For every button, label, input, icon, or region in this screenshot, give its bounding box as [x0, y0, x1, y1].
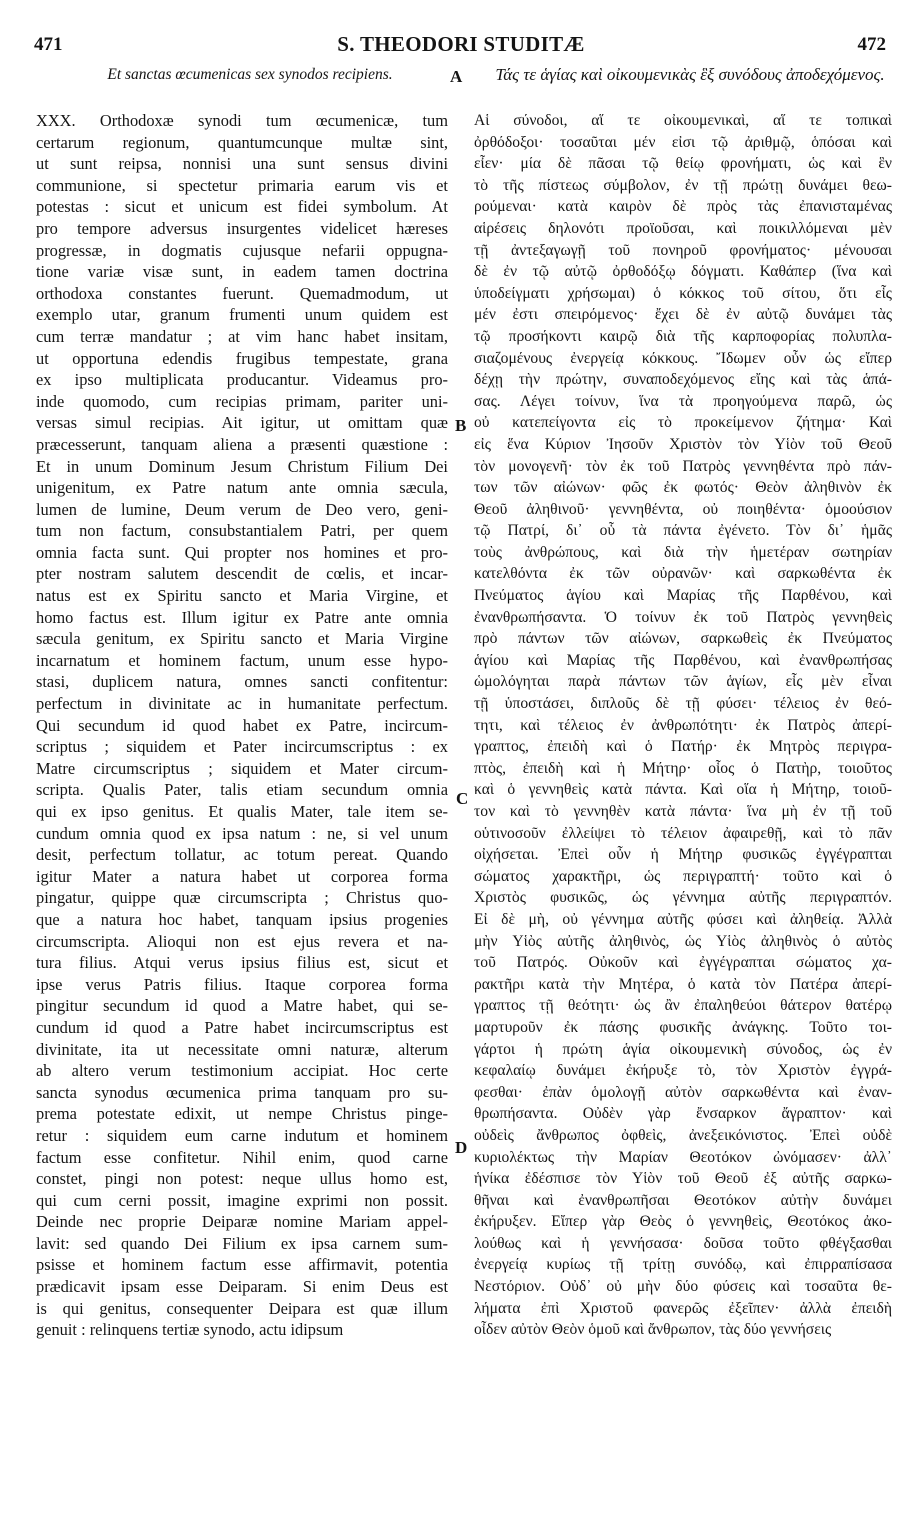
latin-text-line: incarnatum et hominem factum, unum esse hypo- [36, 650, 448, 670]
latin-text-line: lavit: sed quando Dei Filium ex ipsa carnem sum- [36, 1233, 448, 1253]
latin-text-line: exemplo utar, granum frumenti unum quidem est [36, 305, 448, 325]
latin-column [36, 110, 448, 1341]
greek-text-line: Θεοῦ ἀληθινοῦ· γεννηθέντα, οὐ ποιηθέντα· ὁμοούσιον [474, 500, 892, 518]
greek-text-line: κατελθόντα ἐκ τῶν οὐρανῶν· καὶ σαρκωθέντα ἐκ [474, 565, 892, 583]
latin-text-line: pro tempore adversus insurgentes videlicet hæreses [36, 218, 448, 238]
greek-text-line: ἐνεργείᾳ κυρίως τῇ τρίτῃ συνόδῳ, καὶ ἐπιρραπίσασα [474, 1256, 892, 1274]
latin-text-line: tum non factum, consubstantialem Patri, per quem [36, 521, 448, 541]
greek-text-line: ρούμεναι· κατὰ καιρὸν δὲ πρὸς τὰς ἐπανισταμένας [474, 198, 892, 216]
greek-text-line: τον καὶ τὸ γεννηθὲν κατὰ πάντα· ἵνα μὴ ἐν τῇ τοῦ [474, 803, 892, 820]
greek-text-line: ἁγίου καὶ Μαρίας τῆς Παρθένου, καὶ ἐνανθρωπήσας [474, 651, 892, 669]
greek-text-line: τῷ προσήκοντι καιρῷ διὰ τῆς καρποφορίας πολυπλα- [474, 327, 892, 345]
latin-text-line: cum terræ mandatur ; at vim hanc habet insitam, [36, 326, 448, 346]
greek-text-line: ὑποδείγματι χρήσωμαι) ὁ κόκκος τοῦ σίτου, ὅτι εἷς [474, 284, 892, 302]
latin-text-line: XXX. Orthodoxæ synodi tum œcumenicæ, tum [36, 111, 448, 130]
latin-text-line: ex ipso multiplicata producantur. Videamus pro- [36, 370, 448, 390]
greek-text-line: κεφαλαίῳ δυνάμει ἐκήρυξε τὸ, τὸν Χριστὸν ἐγγρά- [474, 1062, 892, 1080]
latin-text-line: prema potestate edixit, ut nempe Christus pinge- [36, 1104, 448, 1124]
greek-text-line: γραπτος τῇ θεότητι· ὡς ἂν ἐπαληθεύοι θάτερον θατέρῳ [474, 997, 892, 1015]
latin-text-line: omnia facta sunt. Qui propter nos homines et pro- [36, 542, 448, 562]
latin-text-line: pter nostram salutem descendit de cœlis, et incar- [36, 564, 448, 584]
latin-text-line: factum esse confitetur. Nihil enim, quod carne [36, 1147, 448, 1167]
greek-text-line: τητι, καὶ τέλειος ἐν ἀνθρωπότητι· ἐκ Πατρὸς ἀπερί- [474, 716, 892, 734]
greek-text-line: ὀρθόδοξοι· τοσαῦται μέν εἰσι τῷ ἀριθμῷ, ὁπόσαι καὶ [474, 133, 892, 151]
greek-text-line: οὐ κατεπείγοντα εἰς τὸ προκείμενον ζήτημα· Καὶ [474, 414, 892, 432]
greek-text-line: Χριστὸς φυσικῶς, ὡς γέννημα αὐτῆς περιγραπτόν. [474, 889, 892, 907]
greek-text-line: πρὸ πάντων τῶν αἰώνων, σαρκωθεὶς ἐκ Πνεύματος [474, 630, 892, 648]
greek-text-line: λούθως καὶ ἡ γεννήσασα· δοῦσα τοῦτο φθέγξασθαι [474, 1234, 892, 1252]
latin-text-line: ab altero verum testimonium accipiat. Hoc certe [36, 1061, 448, 1081]
greek-text-line: μέν ἐστι σπειρόμενος· ἔχει δὲ ἐν αὐτῷ δυνάμει τὰς [474, 306, 892, 324]
latin-text-line: cundum omnia quod ex ipsa natum : ne, si vel unum [36, 823, 448, 843]
latin-text-line: sancta synodus œcumenica prima tanquam pro su- [36, 1082, 448, 1102]
latin-text-line: prædicavit ipsam esse Deiparam. Si enim Deus est [36, 1277, 448, 1297]
latin-text-line: retur : siquidem eum carne indutum et hominem [36, 1125, 448, 1145]
latin-text-line: progressæ, in dogmatis cujusque nefarii oppugna- [36, 240, 448, 260]
latin-text-line: desit, perfectum tollatur, ac totum pereat. Quando [36, 845, 448, 865]
greek-text-line: αἱρέσεις δηλονότι προϊοῦσαι, καὶ ποικιλλόμεναι μὲν [474, 219, 892, 237]
latin-text-line: constet, pingi non potest: neque ullus homo est, [36, 1169, 448, 1189]
greek-text-line: Εἰ δὲ μὴ, οὐ γέννημα αὐτῆς φύσει καὶ ἀληθείᾳ. Ἀλλὰ [474, 910, 892, 928]
greek-text-line: εἰς ἕνα Κύριον Ἰησοῦν Χριστὸν τὸν Υἱὸν τοῦ Θεοῦ [474, 435, 892, 453]
greek-text-line: Πνεύματος ἁγίου καὶ Μαρίας τῆς Παρθένου, καὶ [474, 587, 892, 605]
greek-text-line: ρακτῆρι κατὰ τὴν Μητέρα, ὁ κατὰ τὸν Πατέρα ἀπερί- [474, 975, 892, 993]
page-number-right: 472 [857, 34, 886, 55]
margin-letter-c: C [456, 789, 469, 808]
latin-text-line: circumscripta. Alioqui non est ejus revera et na- [36, 931, 448, 951]
greek-text-line: οἶδεν αὐτὸν Θεὸν ὁμοῦ καὶ ἄνθρωπον, τὰς δύο γεννήσεις [474, 1321, 832, 1339]
greek-text-line: μαρτυροῦν ἐκ πάσης φυσικῆς ἀνάγκης. Τοῦτο τοι- [474, 1018, 892, 1036]
greek-text-line: οὐδεὶς ἄνθρωπος ὀφθεὶς, ἀνεξεικόνιστος. Ἐπεὶ οὐδὲ [474, 1126, 892, 1144]
greek-text-line: λήματα ἐπὶ Χριστοῦ φανερῶς ἐξεῖπεν· ἀλλὰ ἐπειδὴ [474, 1299, 892, 1317]
greek-text-line: πτὸς, ἐπειδὴ καὶ ἡ Μήτηρ· οἷος ὁ Πατὴρ, τοιοῦτος [474, 759, 892, 777]
latin-text-line: homo factus est. Illum igitur ex Patre ante omnia [36, 607, 448, 627]
greek-text-line: σιαζομένους ἐνεργείᾳ κόκκους. Ἴδωμεν οὖν ὡς εἴπερ [474, 349, 892, 367]
greek-text-line: θρωπήσαντα. Οὐδὲν γὰρ ἔνσαρκον ἄγραπτον· καὶ [474, 1105, 892, 1123]
margin-letter-b: B [455, 416, 467, 435]
latin-text-line: Deinde nec proprie Deiparæ nomine Mariam appel- [36, 1212, 448, 1232]
latin-text-line: orthodoxa constantes fuerunt. Quemadmodum, ut [36, 283, 448, 303]
greek-text-line: δὲ ἐν τῷ αὐτῷ ὀρθοδόξῳ δόγματι. Καθάπερ (ἵνα καὶ [474, 263, 892, 281]
latin-text-line: sæcula genitum, ex Spiritu sancto et Maria Virgine [36, 629, 448, 649]
greek-text-line: Αἱ σύνοδοι, αἵ τε οἰκουμενικαὶ, αἵ τε τοπικαὶ [474, 112, 892, 129]
greek-text-line: Νεστόριον. Οὐδ᾽ οὐ μὴν δύο φύσεις καὶ τοσαῦτα θε- [474, 1278, 892, 1296]
latin-text-line: inde quomodo, cum recipias primam, pariter uni- [36, 391, 448, 411]
latin-subtitle: Et sanctas œcumenicas sex synodos recipiens. [107, 66, 393, 83]
greek-text-line: τῇ ὑποστάσει, διπλοῦς δὲ τῇ φύσει· τέλειος ἐν θεό- [474, 695, 892, 713]
latin-text-line: genuit : relinquens tertiæ synodo, actu idipsum [36, 1320, 344, 1340]
greek-subtitle: Τάς τε ἁγίας καὶ οἰκουμενικὰς ἓξ συνόδους ἀποδεχόμενος. [495, 65, 885, 84]
greek-text-line: φεσθαι· ἐπὰν ὁμολογῇ αὐτὸν σαρκωθέντα καὶ ἐναν- [474, 1083, 892, 1101]
greek-text-line: κυριολέκτως τὴν Μαρίαν Θεοτόκον ὠνόμασεν· ἀλλ᾽ [474, 1148, 892, 1166]
latin-text-line: scriptus ; siquidem et Pater incircumscriptus : ex [36, 737, 448, 757]
latin-text-line: Qui secundum id quod habet ex Patre, incircum- [36, 715, 448, 735]
greek-text-line: μὴν Υἱὸς αὐτῆς ἀληθινὸς, ὡς Υἱὸς ἀληθινὸς ὁ αὐτὸς [474, 932, 892, 950]
greek-text-line: τοὺς ἀνθρώπους, καὶ διὰ τὴν ἡμετέραν σωτηρίαν [474, 543, 892, 561]
greek-text-line: δέχῃ τὴν πρώτην, συναποδεχόμενος εἴης καὶ τὰς ἁπά- [474, 371, 892, 389]
greek-text-line: τῷ Πατρί, δι᾽ οὗ τὰ πάντα ἐγένετο. Τὸν δι᾽ ἡμᾶς [474, 522, 892, 540]
latin-text-line: ut opportuna edendis frugibus tempestate, grana [36, 348, 448, 368]
latin-text-line: certarum regionum, quantumcunque multæ sint, [36, 132, 448, 152]
latin-text-line: versas simul recipias. Ait igitur, ut omittam quæ [36, 413, 448, 433]
greek-text-line: τῇ ἀντεξαγωγῇ τοῦ πονηροῦ φρονήματος· μένουσαι [474, 241, 892, 259]
greek-text-line: θῆναι καὶ ἐνανθρωπῆσαι Θεοτόκον αὐτὴν δυνάμει [474, 1191, 892, 1209]
greek-text-line: σώματος χαρακτῆρι, ὡς περιγραπτή· τοῦτο καὶ ὁ [474, 867, 892, 885]
latin-text-line: potestas : sicut et unicum est fidei symbolum. At [36, 197, 448, 217]
greek-text-line: γάρτοι ἡ πρώτη ἁγία οἰκουμενικὴ σύνοδος, ὡς ἐν [474, 1040, 892, 1058]
latin-text-line: que a natura hoc habet, tanquam ipsius progenies [36, 909, 448, 929]
margin-letter-a: A [450, 67, 463, 86]
greek-text-line: τοῦ Πατρός. Οὐκοῦν καὶ ἐγγέγραπται σώματος χα- [474, 954, 892, 972]
latin-text-line: ipse verus Patris filius. Itaque corporea forma [36, 974, 448, 994]
latin-text-line: stasi, duplicem natura, omnes sancti confitentur: [36, 672, 448, 692]
latin-text-line: Matre circumscriptus ; siquidem et Mater circum- [36, 758, 448, 778]
greek-column [474, 110, 892, 1341]
greek-text-line: οὑτινοσοῦν ἐλλείψει τὸ τέλειον ἀφαιρεθῇ, καὶ τὸ πᾶν [474, 824, 892, 842]
greek-text-line: των τῶν αἰώνων· φῶς ἐκ φωτός· Θεὸν ἀληθινὸν ἐκ [474, 479, 892, 497]
greek-text-line: σας. Λέγει τοίνυν, ἵνα τὰ προηγούμενα παρῶ, ὡς [474, 392, 892, 410]
latin-text-line: unigenitum, ex Patre natum ante omnia sæcula, [36, 478, 448, 498]
latin-text-line: scripta. Qualis Pater, talis etiam secundum omnia [36, 780, 448, 800]
greek-text-line: εἶεν· μία δὲ πᾶσαι τῷ θείῳ φρονήματι, ὡς καὶ ἓν [474, 155, 892, 173]
latin-text-line: natus est ex Spiritu sancto et Maria Virgine, et [36, 586, 448, 606]
running-head: S. THEODORI STUDITÆ [337, 32, 585, 56]
latin-text-line: pingitur secundum id quod a Matre habet, qui se- [36, 996, 448, 1016]
latin-text-line: divinitate, ita ut necessitate omni naturæ, alterum [36, 1039, 448, 1059]
greek-text-line: γραπτος, ἐπειδὴ καὶ ὁ Πατήρ· ἐκ Μητρὸς περιγρα- [474, 738, 892, 756]
latin-text-line: pingatur, quippe quæ circumscripta ; Christus quo- [36, 888, 448, 908]
latin-text-line: communione, si spectetur primaria earum vis et [36, 175, 448, 195]
greek-text-line: καὶ ὁ γεννηθεὶς κατὰ πάντα. Καὶ οἵα ἡ Μήτηρ, τοιοῦ- [474, 781, 892, 799]
latin-text-line: qui ex ipso genitus. Et qualis Mater, tale item se- [36, 802, 448, 821]
latin-text-line: lumen de lumine, Deum verum de Deo vero, geni- [36, 499, 448, 519]
greek-text-line: ἐκήρυξεν. Εἴπερ γὰρ Θεὸς ὁ γεννηθεὶς, Θεοτόκος ἀκο- [474, 1213, 892, 1231]
latin-text-line: tura filius. Atqui verus ipsius filius est, sicut et [36, 953, 448, 973]
greek-text-line: οἰχήσεται. Ἐπεὶ οὖν ἡ Μήτηρ φυσικῶς ἐγγέγραπται [474, 846, 892, 864]
greek-text-line: ἡνίκα ἐδέσπισε τὸν Υἱὸν τοῦ Θεοῦ ἐξ αὐτῆς σαρκω- [474, 1170, 892, 1188]
latin-text-line: ut sunt reipsa, nonnisi una sunt sensus divini [36, 154, 448, 174]
latin-text-line: psisse et hominem factum esse affirmavit, potentia [36, 1255, 448, 1275]
latin-text-line: igitur Mater a natura habet ut corporea forma [36, 866, 448, 886]
latin-text-line: præcesserunt, tanquam aliena a præsenti quæstione : [36, 434, 448, 454]
greek-text-line: τὸ τῆς πίστεως σύμβολον, ἐν τῇ πρώτῃ δυνάμει θεω- [474, 176, 892, 194]
greek-text-line: ὡμολόγηται παρὰ πάντων τῶν ἁγίων, εἷς μὲν εἶναι [474, 673, 892, 691]
latin-text-line: Et in unum Dominum Jesum Christum Filium Dei [36, 456, 448, 476]
latin-text-line: qui cum cerni possit, imagine exprimi non possit. [36, 1190, 448, 1210]
greek-text-line: ἐνανθρωπήσαντα. Ὁ τοίνυν ἐκ τοῦ Πατρὸς γεννηθεὶς [474, 608, 892, 626]
latin-text-line: tione variæ visæ sunt, in eadem tamen doctrina [36, 262, 448, 282]
latin-text-line: cundum id quod a Patre habet incircumscriptus est [36, 1017, 448, 1037]
latin-text-line: perfectum in divinitate ac in humanitate perfectum. [36, 694, 448, 714]
margin-letter-d: D [455, 1138, 468, 1157]
greek-text-line: τὸν μονογενῆ· τὸν ἐκ τοῦ Πατρὸς γεννηθέντα πρὸ πάν- [474, 457, 892, 475]
latin-text-line: is qui genitus, consequenter Deipara est quæ illum [36, 1298, 448, 1318]
page-number-left: 471 [34, 34, 63, 55]
